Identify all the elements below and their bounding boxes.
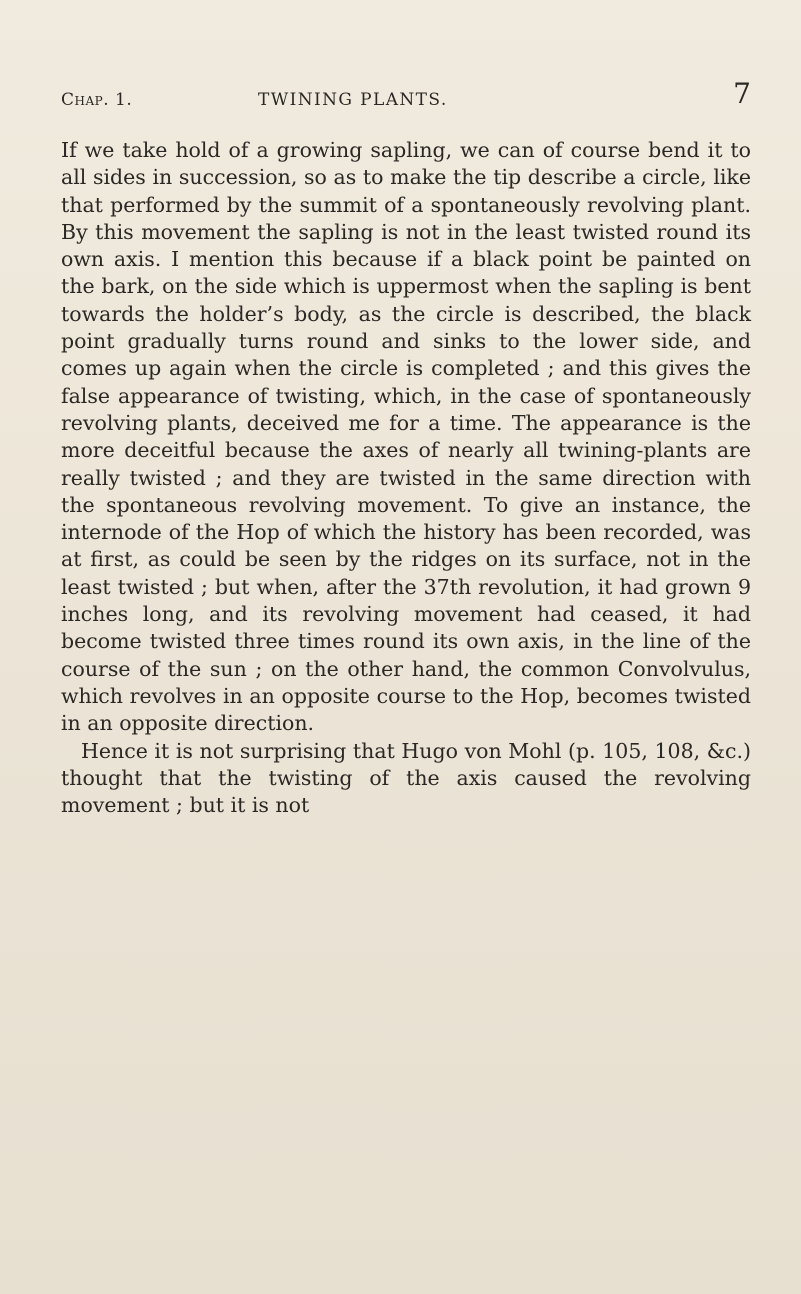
running-head [61, 77, 751, 120]
chapter-label: Chap. 1. [61, 90, 133, 110]
running-title: TWINING PLANTS. [258, 90, 448, 110]
paragraph: Hence it is not surprising that Hugo von Mohl (p. 105, 108, &c.) thought that the twisting of the axis caused the revolving movement ; but it is not [61, 738, 751, 818]
page-number: 7 [733, 77, 751, 110]
paragraph: If we take hold of a growing sapling, we can of course bend it to all sides in succession, so as to make the tip describe a circle, like that performed by the summit of a spontaneously revolving plant. By this movement the sapling is not in the least twisted round its own axis. I mention this because if a black point be painted on the bark, on the side which is uppermost when the sapling is bent towards the holder’s body, as the circle is described, the black point gradually turns round and sinks to the lower side, and comes up again when the circle is completed ; and this gives the false appearance of twisting, which, in the case of spontaneously revolving plants, deceived me for a time. The appearance is the more deceitful because the axes of nearly all twining-plants are really twisted ; and they are twisted in the same direction with the spontaneous revolving movement. To give an instance, the internode of the Hop of which the history has been recorded, was at first, as could be seen by the ridges on its surface, not in the least twisted ; but when, after the 37th revolution, it had grown 9 inches long, and its revolving movement had ceased, it had become twisted three times round its own axis, in the line of the course of the sun ; on the other hand, the common Convolvulus, which revolves in an opposite course to the Hop, becomes twisted in an opposite direction. [61, 138, 751, 736]
body-text [61, 137, 751, 819]
